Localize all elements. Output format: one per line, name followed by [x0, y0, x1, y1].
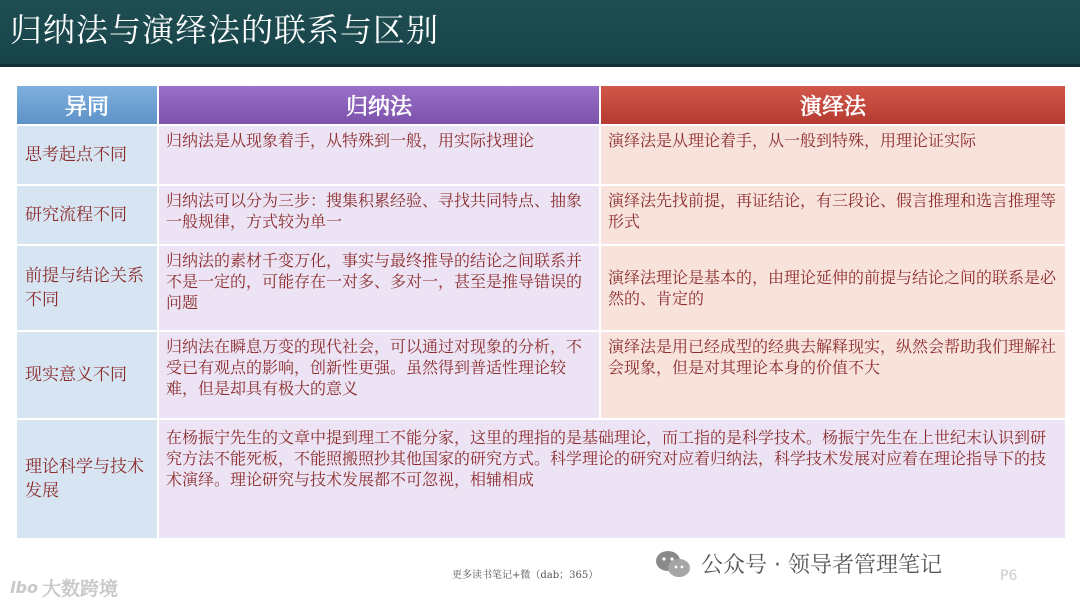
row-label-theory-technology: 理论科学与技术发展 [17, 420, 157, 538]
deduction-premise-conclusion-text: 演绎法理论是基本的，由理论延伸的前提与结论之间的联系是必然的、肯定的 [608, 268, 1057, 308]
induction-premise-conclusion: 归纳法的素材千变万化，事实与最终推导的结论之间联系并不是一定的，可能存在一对多、多对一，甚至是推导错误的问题 [159, 246, 599, 330]
induction-starting-point: 归纳法是从现象着手，从特殊到一般，用实际找理论 [159, 126, 599, 184]
header-deduction: 演绎法 [601, 86, 1065, 124]
title-bar [0, 0, 1080, 67]
slide-title: 归纳法与演绎法的联系与区别 [10, 11, 440, 49]
wechat-account [655, 548, 942, 579]
deduction-process: 演绎法先找前提，再证结论，有三段论、假言推理和选言推理等形式 [601, 186, 1065, 244]
header-diff: 异同 [17, 86, 157, 124]
comparison-table [17, 86, 1064, 538]
wechat-label: 公众号 · 领导者管理笔记 [701, 553, 942, 578]
wechat-icon [655, 549, 691, 579]
merged-theory-technology: 在杨振宁先生的文章中提到理工不能分家，这里的理指的是基础理论，而工指的是科学技术。杨振宁先生在上世纪末认识到研究方法不能死板，不能照搬照抄其他国家的研究方式。科学理论的研究对应着归纳法，科学技术发展对应着在理论指导下的技术演绎。理论研究与技术发展都不可忽视，相辅相成 [159, 420, 1065, 538]
watermark-logo-icon: lbo [10, 578, 38, 597]
page-number: P6 [1000, 568, 1018, 584]
row-label-premise-conclusion: 前提与结论关系不同 [17, 246, 157, 330]
deduction-premise-conclusion [601, 246, 1065, 330]
deduction-significance: 演绎法是用已经成型的经典去解释现实，纵然会帮助我们理解社会现象，但是对其理论本身的价值不大 [601, 332, 1065, 418]
induction-significance: 归纳法在瞬息万变的现代社会，可以通过对现象的分析，不受已有观点的影响，创新性更强。虽然得到普适性理论较难，但是却具有极大的意义 [159, 332, 599, 418]
row-label-process: 研究流程不同 [17, 186, 157, 244]
watermark-left [10, 574, 118, 601]
footer-note: 更多读书笔记+微（dab；365） [452, 570, 599, 581]
header-induction: 归纳法 [159, 86, 599, 124]
row-label-significance: 现实意义不同 [17, 332, 157, 418]
induction-process: 归纳法可以分为三步：搜集积累经验、寻找共同特点、抽象一般规律，方式较为单一 [159, 186, 599, 244]
watermark-text: 大数跨境 [41, 578, 118, 600]
row-label-starting-point: 思考起点不同 [17, 126, 157, 184]
deduction-starting-point: 演绎法是从理论着手，从一般到特殊，用理论证实际 [601, 126, 1065, 184]
